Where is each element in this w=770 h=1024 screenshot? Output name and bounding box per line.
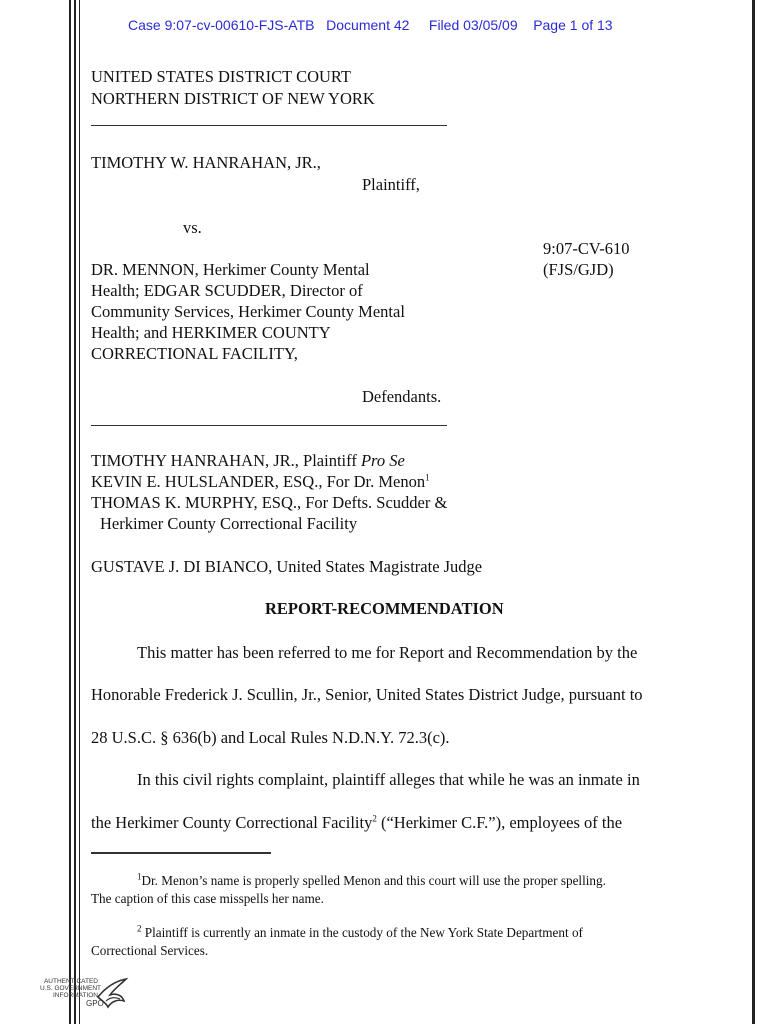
body-p2-line-2 — [91, 812, 622, 833]
footnote-separator — [91, 852, 271, 854]
margin-bar-right — [752, 0, 755, 1024]
defendant-line: Health; and HERKIMER COUNTY — [91, 323, 331, 342]
logo-line-2: U.S. GOVERNMENT — [40, 985, 102, 992]
body-p1-line-3: 28 U.S.C. § 636(b) and Local Rules N.D.N.Y. 72.3(c). — [91, 728, 450, 747]
margin-bar-left-1 — [69, 0, 71, 1024]
defendant-line: CORRECTIONAL FACILITY, — [91, 344, 298, 363]
counsel-murphy-cont: Herkimer County Correctional Facility — [100, 514, 358, 533]
court-divider — [91, 125, 447, 126]
defendants-role: Defendants. — [362, 387, 442, 406]
body-p2-line-2-b: (“Herkimer C.F.”), employees of the — [376, 813, 623, 832]
document-title: REPORT-RECOMMENDATION — [265, 599, 504, 618]
footnote-ref-2: 2 — [372, 813, 377, 824]
court-line-1: UNITED STATES DISTRICT COURT — [91, 67, 352, 86]
pro-se-label: Pro Se — [360, 451, 405, 470]
defendant-line: Community Services, Herkimer County Mental — [91, 302, 405, 321]
eagle-icon — [92, 975, 132, 1015]
body-p1-line-2: Honorable Frederick J. Scullin, Jr., Senior, United States District Judge, pursuant to — [91, 685, 643, 704]
case-number-line-1: 9:07-CV-610 — [543, 239, 630, 258]
ecf-header — [128, 17, 613, 33]
judge-line: GUSTAVE J. DI BIANCO, United States Magistrate Judge — [91, 557, 483, 576]
counsel-plaintiff — [91, 450, 405, 471]
header-filed: Filed 03/05/09 — [428, 17, 518, 33]
footnote-2-text: Plaintiff is currently an inmate in the custody of the New York State Department of — [141, 925, 583, 940]
logo-line-1: AUTHENTICATED — [43, 978, 98, 985]
body-p2-line-2-a: the Herkimer County Correctional Facility — [91, 813, 373, 832]
footnote-1-line-1 — [137, 871, 606, 890]
versus: vs. — [183, 218, 202, 237]
header-document: Document 42 — [326, 17, 410, 33]
footnote-1-text: Dr. Menon’s name is properly spelled Menon and this court will use the proper spelling. — [141, 873, 606, 888]
plaintiff-role: Plaintiff, — [362, 175, 420, 194]
caption-divider — [91, 425, 447, 426]
margin-bar-left-3 — [79, 0, 80, 1024]
gpo-mark: GPO — [86, 999, 104, 1008]
case-number-line-2: (FJS/GJD) — [543, 260, 614, 279]
defendant-line: DR. MENNON, Herkimer County Mental — [91, 260, 370, 279]
margin-bar-left-2 — [74, 0, 76, 1024]
footnote-ref-1: 1 — [425, 472, 430, 483]
court-line-2: NORTHERN DISTRICT OF NEW YORK — [91, 89, 375, 108]
footnote-2-line-1 — [137, 923, 583, 942]
body-p1-line-1: This matter has been referred to me for Report and Recommendation by the — [137, 643, 638, 662]
body-p2-line-1: In this civil rights complaint, plaintiff alleges that while he was an inmate in — [137, 770, 640, 789]
header-page: Page 1 of 13 — [533, 17, 613, 33]
footnote-2-line-2: Correctional Services. — [91, 943, 209, 958]
logo-line-3: INFORMATION — [52, 992, 98, 999]
header-case: Case 9:07-cv-00610-FJS-ATB — [128, 17, 315, 33]
defendant-line: Health; EDGAR SCUDDER, Director of — [91, 281, 363, 300]
counsel-murphy: THOMAS K. MURPHY, ESQ., For Defts. Scudder & — [91, 493, 448, 512]
counsel-menon — [91, 471, 430, 492]
counsel-menon-text: KEVIN E. HULSLANDER, ESQ., For Dr. Menon — [91, 472, 426, 491]
footnote-2-mark: 2 — [137, 923, 142, 934]
gpo-authentication-logo — [40, 975, 135, 1017]
footnote-1-mark: 1 — [137, 871, 142, 882]
logo-text — [40, 978, 102, 999]
counsel-plaintiff-text: TIMOTHY HANRAHAN, JR., Plaintiff — [91, 451, 361, 470]
footnote-1-line-2: The caption of this case misspells her name. — [91, 891, 324, 906]
plaintiff-name: TIMOTHY W. HANRAHAN, JR., — [91, 153, 321, 172]
